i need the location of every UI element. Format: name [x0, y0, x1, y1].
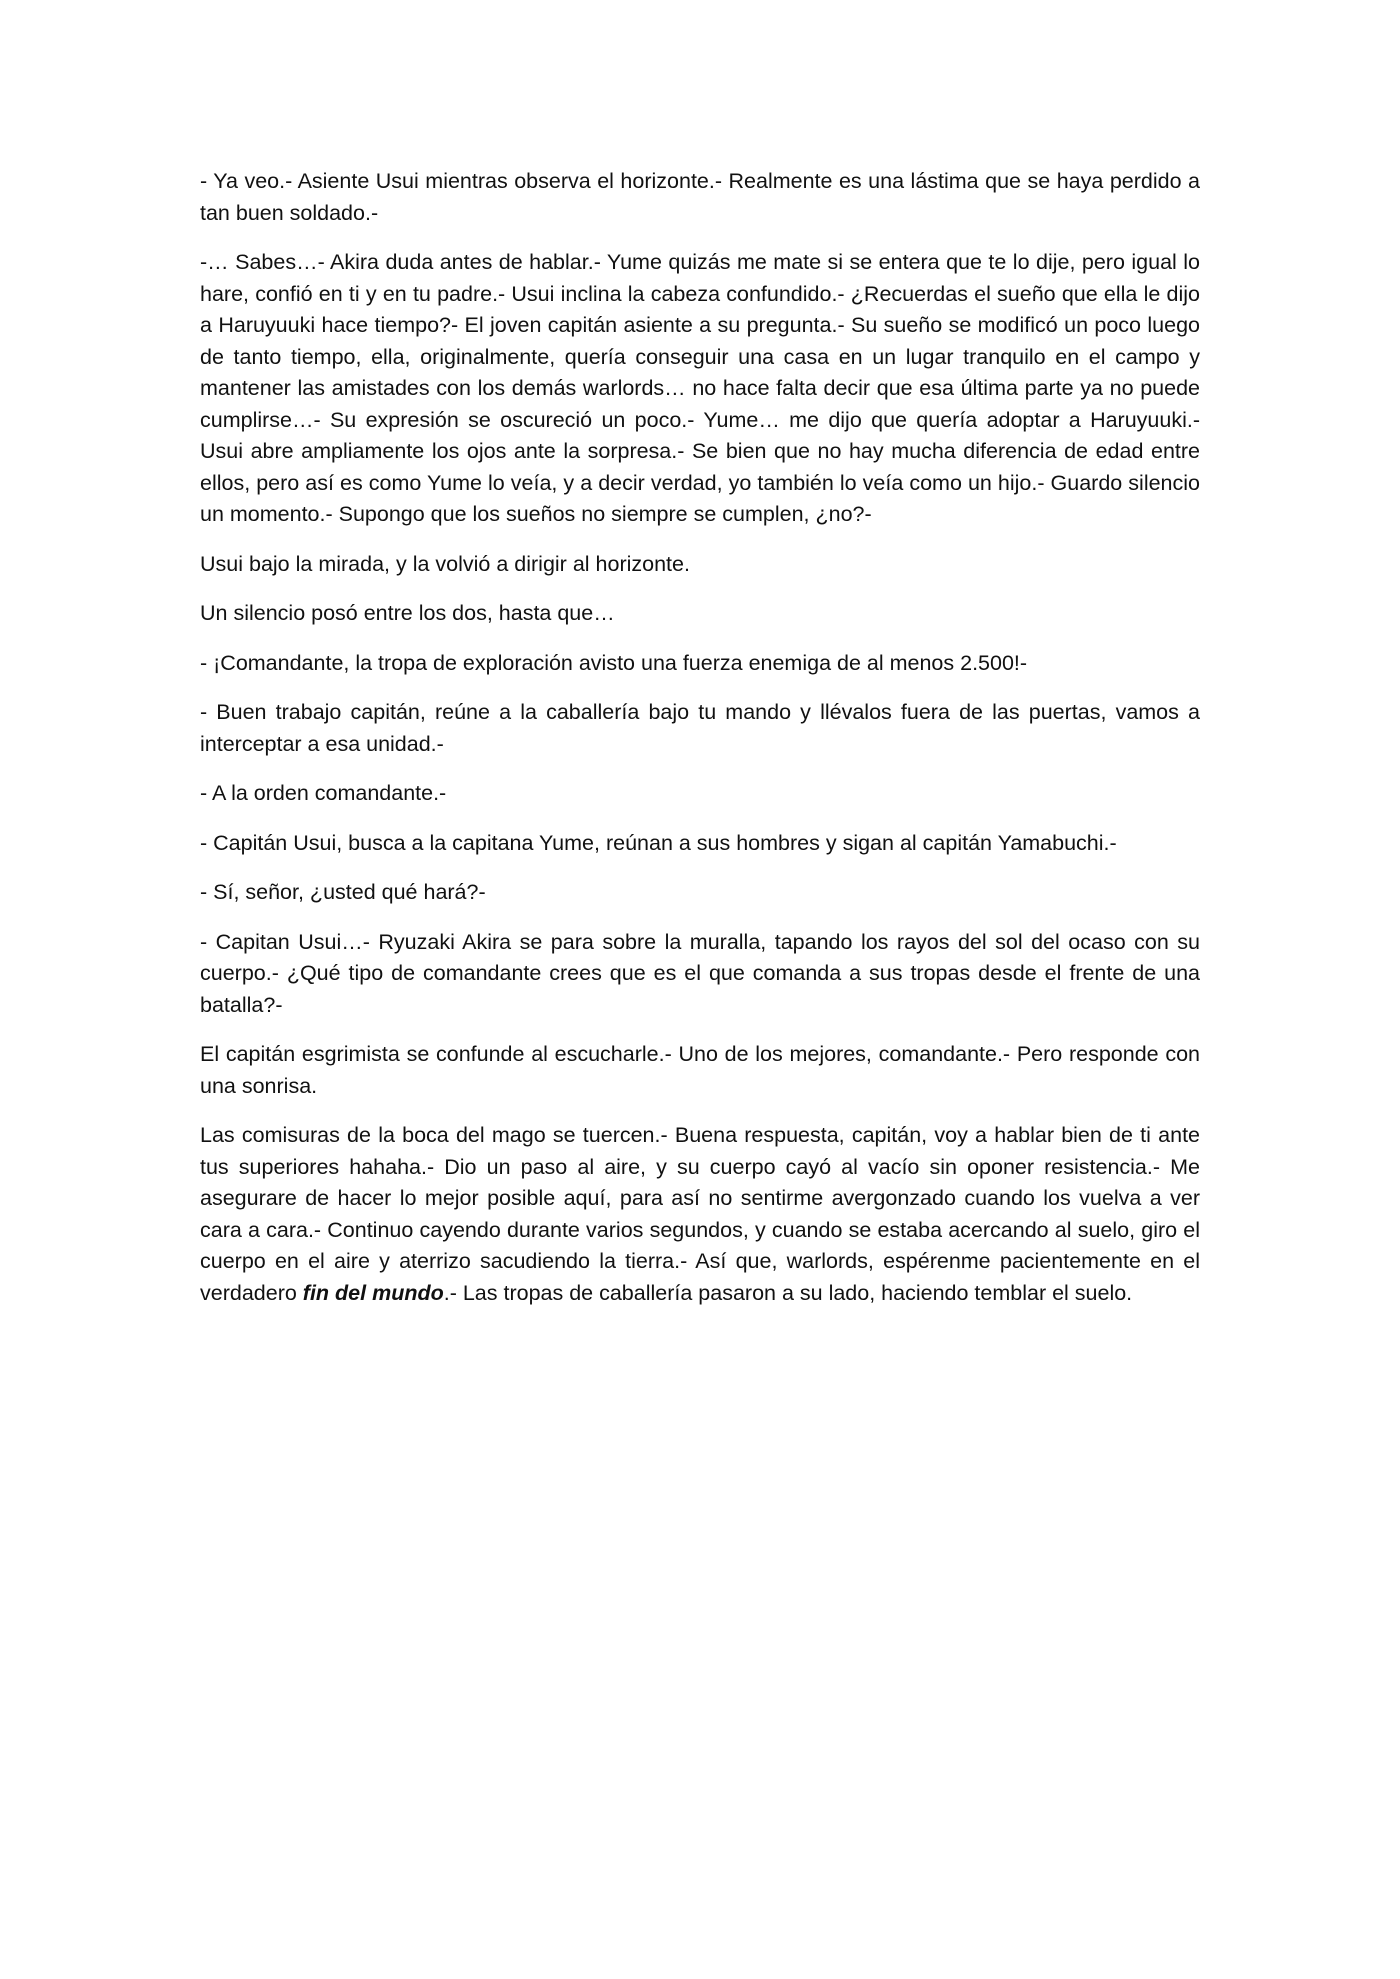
paragraph: - Buen trabajo capitán, reúne a la caballería bajo tu mando y llévalos fuera de las puertas, vamos a interceptar a esa unidad.-	[200, 700, 1200, 756]
paragraph: Un silencio posó entre los dos, hasta que…	[200, 601, 615, 625]
paragraph: -… Sabes…- Akira duda antes de hablar.- Yume quizás me mate si se entera que te lo dije, pero igual lo hare, confió en ti y en tu padre.- Usui inclina la cabeza confundido.- ¿Recuerdas el sueño que ella le dijo a Haruyuuki hace tiempo?- El joven capitán asiente a su pregunta.- Su sueño se modificó un poco luego de tanto tiempo, ella, originalmente, quería conseguir una casa en un lugar tranquilo en el campo y mantener las amistades con los demás warlords… no hace falta decir que esa última parte ya no puede cumplirse…- Su expresión se oscureció un poco.- Yume… me dijo que quería adoptar a Haruyuuki.- Usui abre ampliamente los ojos ante la sorpresa.- Se bien que no hay mucha diferencia de edad entre ellos, pero así es como Yume lo veía, y a decir verdad, yo también lo veía como un hijo.- Guardo silencio un momento.- Supongo que los sueños no siempre se cumplen, ¿no?-	[200, 250, 1200, 526]
document-body	[200, 166, 1200, 1327]
final-paragraph-text-after: .- Las tropas de caballería pasaron a su lado, haciendo temblar el suelo.	[443, 1280, 1133, 1305]
paragraph: Usui bajo la mirada, y la volvió a dirigir al horizonte.	[200, 551, 690, 576]
paragraph: - Capitán Usui, busca a la capitana Yume, reúnan a sus hombres y sigan al capitán Yamabuchi.-	[200, 830, 1117, 855]
paragraph: El capitán esgrimista se confunde al escucharle.- Uno de los mejores, comandante.- Pero responde con una sonrisa.	[200, 1042, 1200, 1098]
emphasized-phrase: fin del mundo	[302, 1280, 444, 1305]
paragraph: - ¡Comandante, la tropa de exploración avisto una fuerza enemiga de al menos 2.500!-	[200, 650, 1028, 675]
paragraph: - Ya veo.- Asiente Usui mientras observa el horizonte.- Realmente es una lástima que se haya perdido a tan buen soldado.-	[200, 169, 1200, 225]
final-paragraph-text-before: Las comisuras de la boca del mago se tuercen.- Buena respuesta, capitán, voy a hablar bien de ti ante tus superiores hahaha.- Dio un paso al aire, y su cuerpo cayó al vacío sin oponer resistencia.- Me asegurare de hacer lo mejor posible aquí, para así no sentirme avergonzado cuando los vuelva a ver cara a cara.- Continuo cayendo durante varios segundos, y cuando se estaba acercando al suelo, giro el cuerpo en el aire y aterrizo sacudiendo la tierra.- Así que, warlords, espérenme pacientemente en el verdadero	[200, 1123, 1200, 1305]
paragraph: - Sí, señor, ¿usted qué hará?-	[200, 880, 486, 904]
final-paragraph	[200, 1120, 1200, 1309]
paragraph: - Capitan Usui…- Ryuzaki Akira se para sobre la muralla, tapando los rayos del sol del ocaso con su cuerpo.- ¿Qué tipo de comandante crees que es el que comanda a sus tropas desde el frente de una batalla?-	[200, 929, 1200, 1017]
paragraph: - A la orden comandante.-	[200, 781, 447, 805]
